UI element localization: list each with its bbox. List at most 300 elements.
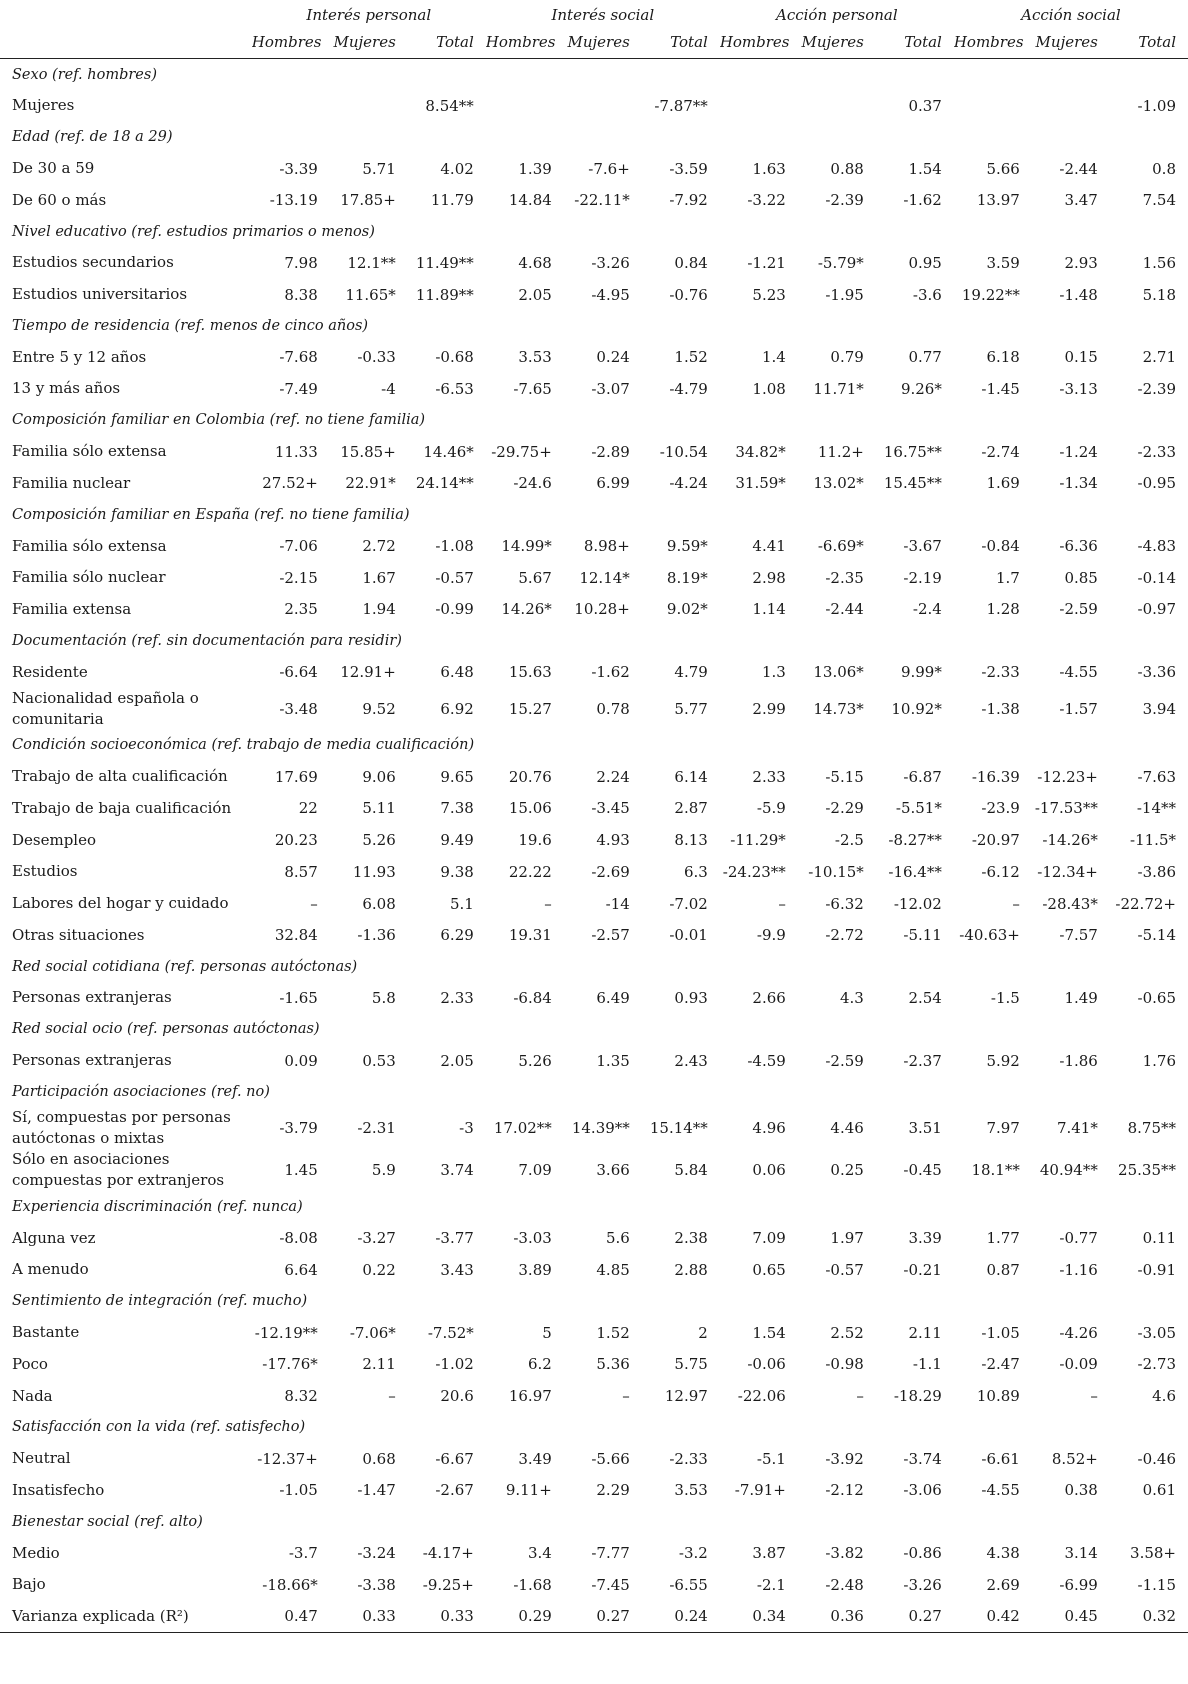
header-corner <box>0 0 252 25</box>
table-cell: -0.57 <box>825 1260 864 1279</box>
table-cell: – <box>622 1387 630 1406</box>
table-cell: -3.59 <box>669 159 708 178</box>
section-header-row <box>0 499 1188 530</box>
table-cell: 3.51 <box>908 1119 942 1138</box>
table-cell: 16.75** <box>883 442 942 461</box>
table-cell: 2.52 <box>830 1323 864 1342</box>
row-label: Trabajo de baja cualificación <box>12 798 232 817</box>
table-cell: -2.15 <box>279 568 318 587</box>
table-cell: -6.87 <box>903 767 942 786</box>
table-cell: -3.77 <box>435 1229 474 1248</box>
table-cell: 2.66 <box>752 988 786 1007</box>
table-cell: -2.4 <box>912 600 942 619</box>
table-cell: 0.27 <box>876 1601 954 1633</box>
table-cell: -0.09 <box>1059 1355 1098 1374</box>
table-cell <box>252 90 330 122</box>
table-cell: -7.6+ <box>588 159 630 178</box>
table-cell: -4.24 <box>669 474 708 493</box>
table-cell: 4.85 <box>596 1260 630 1279</box>
table-row <box>0 1254 1188 1286</box>
table-cell: 6.2 <box>527 1355 552 1374</box>
table-cell: -2.72 <box>825 926 864 945</box>
table-body <box>0 59 1188 1633</box>
table-cell: -2.74 <box>981 442 1020 461</box>
table-cell: 0.09 <box>284 1051 318 1070</box>
table-cell: 1.35 <box>596 1051 630 1070</box>
group-header: Acción personal <box>775 6 898 24</box>
table-cell: 5.9 <box>371 1161 396 1180</box>
table-cell: -1.62 <box>903 191 942 210</box>
table-cell: 14.39** <box>571 1119 630 1138</box>
section-label: Satisfacción con la vida (ref. satisfecho) <box>12 1419 306 1436</box>
table-row <box>0 982 1188 1014</box>
table-cell: 31.59* <box>735 474 786 493</box>
table-cell: -14 <box>605 894 630 913</box>
section-header-row <box>0 951 1188 982</box>
table-row <box>0 1317 1188 1349</box>
table-cell: 2.33 <box>440 988 474 1007</box>
table-cell: -3.36 <box>1137 663 1176 682</box>
table-cell: 11.93 <box>352 862 396 881</box>
table-cell: 6.18 <box>986 348 1020 367</box>
table-cell: 0.93 <box>674 988 708 1007</box>
column-header: Hombres <box>486 25 564 59</box>
table-cell: 4.93 <box>596 831 630 850</box>
table-cell: -0.95 <box>1137 474 1176 493</box>
table-row <box>0 373 1188 405</box>
table-cell: -18.66* <box>262 1575 318 1594</box>
table-cell: 13.97 <box>976 191 1020 210</box>
table-cell: 2.11 <box>362 1355 396 1374</box>
table-cell: 0.84 <box>674 253 708 272</box>
table-cell: -0.86 <box>903 1544 942 1563</box>
table-cell: 1.7 <box>995 568 1020 587</box>
table-cell: 5.6 <box>605 1229 630 1248</box>
table-cell: -12.23+ <box>1037 767 1098 786</box>
table-cell: 2.05 <box>518 285 552 304</box>
table-cell: 2 <box>698 1323 708 1342</box>
table-row <box>0 1349 1188 1381</box>
table-cell: 3.43 <box>440 1260 474 1279</box>
table-cell: -16.39 <box>971 767 1020 786</box>
table-cell: -7.49 <box>279 379 318 398</box>
table-row <box>0 688 1188 730</box>
table-cell: 4.02 <box>440 159 474 178</box>
table-cell: 7.97 <box>986 1119 1020 1138</box>
row-label: Estudios universitarios <box>12 285 188 304</box>
table-row <box>0 824 1188 856</box>
table-cell: – <box>1090 1387 1098 1406</box>
table-cell: -0.65 <box>1137 988 1176 1007</box>
table-cell: -0.77 <box>1059 1229 1098 1248</box>
table-cell: -0.76 <box>669 285 708 304</box>
table-cell: -1.86 <box>1059 1051 1098 1070</box>
table-cell: -1.16 <box>1059 1260 1098 1279</box>
section-header-row <box>0 59 1188 91</box>
table-row <box>0 856 1188 888</box>
column-header: Mujeres <box>798 25 876 59</box>
table-cell: -1.47 <box>357 1481 396 1500</box>
table-cell: -12.02 <box>893 894 942 913</box>
table-cell: 4.68 <box>518 253 552 272</box>
table-cell: -6.67 <box>435 1449 474 1468</box>
table-cell: -1.08 <box>435 537 474 556</box>
table-cell: 8.57 <box>284 862 318 881</box>
table-cell: -2.69 <box>591 862 630 881</box>
table-cell: -4.55 <box>981 1481 1020 1500</box>
table-cell: 11.65* <box>345 285 396 304</box>
section-label: Condición socioeconómica (ref. trabajo de media cualificación) <box>12 737 475 754</box>
table-cell: 5.71 <box>362 159 396 178</box>
table-cell: -9.9 <box>756 926 786 945</box>
table-cell: 2.38 <box>674 1229 708 1248</box>
table-row <box>0 1107 1188 1149</box>
section-label: Documentación (ref. sin documentación para residir) <box>12 632 402 649</box>
table-cell: -2.59 <box>825 1051 864 1070</box>
table-cell: -1.36 <box>357 926 396 945</box>
table-row <box>0 184 1188 216</box>
table-cell: 7.54 <box>1142 191 1176 210</box>
table-cell: -28.43* <box>1042 894 1098 913</box>
table-cell: 0.53 <box>362 1051 396 1070</box>
row-label: Insatisfecho <box>12 1480 105 1499</box>
table-cell: -2.35 <box>825 568 864 587</box>
table-cell: -2.5 <box>834 831 864 850</box>
table-cell: 11.79 <box>430 191 474 210</box>
table-cell: -2.39 <box>1137 379 1176 398</box>
table-cell: 10.92* <box>891 699 942 718</box>
table-cell: -6.55 <box>669 1575 708 1594</box>
table-cell: -1.45 <box>981 379 1020 398</box>
row-label: Otras situaciones <box>12 925 145 944</box>
table-row <box>0 793 1188 825</box>
table-cell: -3.74 <box>903 1449 942 1468</box>
table-cell: -20.97 <box>971 831 1020 850</box>
table-cell: 19.6 <box>518 831 552 850</box>
table-cell: -2.12 <box>825 1481 864 1500</box>
table-cell: 5.26 <box>362 831 396 850</box>
table-cell: -4.26 <box>1059 1323 1098 1342</box>
table-cell: 2.99 <box>752 699 786 718</box>
section-label: Composición familiar en España (ref. no tiene familia) <box>12 506 410 523</box>
table-cell: 6.99 <box>596 474 630 493</box>
table-cell: 9.26* <box>900 379 942 398</box>
table-cell: 2.93 <box>1064 253 1098 272</box>
table-cell: 14.84 <box>508 191 552 210</box>
table-cell: -24.6 <box>513 474 552 493</box>
section-header-row <box>0 122 1188 153</box>
table-cell: -11.29* <box>730 831 786 850</box>
table-cell: -5.15 <box>825 767 864 786</box>
row-label: Residente <box>12 662 88 681</box>
table-cell: -14.26* <box>1042 831 1098 850</box>
table-cell: -6.69* <box>817 537 864 556</box>
table-cell: – <box>388 1387 396 1406</box>
table-cell: -0.84 <box>981 537 1020 556</box>
table-cell: 20.6 <box>440 1387 474 1406</box>
table-cell: 0.88 <box>830 159 864 178</box>
table-cell: -4.83 <box>1137 537 1176 556</box>
table-cell: 34.82* <box>735 442 786 461</box>
table-cell: -0.91 <box>1137 1260 1176 1279</box>
table-cell: 0.8 <box>1152 159 1176 178</box>
table-row <box>0 1601 1188 1633</box>
table-cell: -1.68 <box>513 1575 552 1594</box>
table-cell: -9.25+ <box>422 1575 474 1594</box>
table-cell: 0.25 <box>830 1161 864 1180</box>
table-cell: 2.29 <box>596 1481 630 1500</box>
table-cell: 3.49 <box>518 1449 552 1468</box>
table-cell: 0.24 <box>596 348 630 367</box>
column-header: Mujeres <box>330 25 408 59</box>
table-row <box>0 279 1188 311</box>
table-cell: -3.26 <box>591 253 630 272</box>
table-cell: 5.11 <box>362 799 396 818</box>
table-cell: 0.65 <box>752 1260 786 1279</box>
table-cell: 0.24 <box>642 1601 720 1633</box>
table-cell: 0.61 <box>1142 1481 1176 1500</box>
row-label: Alguna vez <box>12 1228 96 1247</box>
table-cell: -2.33 <box>981 663 1020 682</box>
row-label: Personas extranjeras <box>12 988 172 1007</box>
table-cell: 0.42 <box>954 1601 1032 1633</box>
table-row <box>0 468 1188 500</box>
table-cell: 14.46* <box>423 442 474 461</box>
table-cell: 7.09 <box>518 1161 552 1180</box>
table-cell: 2.54 <box>908 988 942 1007</box>
table-cell: 1.67 <box>362 568 396 587</box>
row-label: 13 y más años <box>12 379 121 398</box>
table-cell: 4.46 <box>830 1119 864 1138</box>
table-cell: 2.98 <box>752 568 786 587</box>
table-cell: -3.06 <box>903 1481 942 1500</box>
section-header-row <box>0 1014 1188 1045</box>
table-cell: -17.53** <box>1034 799 1098 818</box>
table-cell: -3.82 <box>825 1544 864 1563</box>
table-cell: -3.24 <box>357 1544 396 1563</box>
table-cell: -7.68 <box>279 348 318 367</box>
section-label: Tiempo de residencia (ref. menos de cinco años) <box>12 317 369 334</box>
table-cell: -1.21 <box>747 253 786 272</box>
table-cell: -0.46 <box>1137 1449 1176 1468</box>
table-cell: -1.65 <box>279 988 318 1007</box>
table-cell: -24.23** <box>722 862 786 881</box>
row-label: Familia sólo nuclear <box>12 568 166 587</box>
table-cell: -6.12 <box>981 862 1020 881</box>
table-cell: 14.99* <box>501 537 552 556</box>
table-cell: -22.06 <box>737 1387 786 1406</box>
table-cell: 5.23 <box>752 285 786 304</box>
table-cell <box>1032 90 1110 122</box>
table-cell: -3 <box>459 1119 474 1138</box>
table-cell: 9.65 <box>440 767 474 786</box>
table-cell: 3.74 <box>440 1161 474 1180</box>
group-header-row <box>0 0 1188 25</box>
table-cell: -8.27** <box>888 831 942 850</box>
table-cell: 2.88 <box>674 1260 708 1279</box>
table-cell: – <box>778 894 786 913</box>
table-cell: -5.66 <box>591 1449 630 1468</box>
table-cell: -5.11 <box>903 926 942 945</box>
table-cell: 6.29 <box>440 926 474 945</box>
table-cell: 0.32 <box>1110 1601 1188 1633</box>
table-cell: 0.33 <box>408 1601 486 1633</box>
table-cell: 11.89** <box>415 285 474 304</box>
table-cell: 20.76 <box>508 767 552 786</box>
table-cell: -2.39 <box>825 191 864 210</box>
table-cell: -3.27 <box>357 1229 396 1248</box>
section-header-row <box>0 625 1188 656</box>
group-header: Interés personal <box>306 6 432 24</box>
table-row <box>0 1380 1188 1412</box>
table-cell: 2.87 <box>674 799 708 818</box>
table-cell: -1.5 <box>990 988 1020 1007</box>
table-cell: 4.38 <box>986 1544 1020 1563</box>
table-cell <box>798 90 876 122</box>
table-cell: -5.9 <box>756 799 786 818</box>
row-label: Varianza explicada (R²) <box>0 1601 252 1633</box>
table-cell: -2.1 <box>756 1575 786 1594</box>
table-cell: 24.14** <box>415 474 474 493</box>
table-cell: 6.3 <box>683 862 708 881</box>
table-cell: -2.59 <box>1059 600 1098 619</box>
table-row <box>0 153 1188 185</box>
table-cell: 1.63 <box>752 159 786 178</box>
table-cell: -2.31 <box>357 1119 396 1138</box>
table-cell: 2.05 <box>440 1051 474 1070</box>
table-cell: 6.14 <box>674 767 708 786</box>
table-cell: -0.99 <box>435 600 474 619</box>
table-cell: -2.44 <box>1059 159 1098 178</box>
table-cell: -6.61 <box>981 1449 1020 1468</box>
table-cell: 18.1** <box>971 1161 1020 1180</box>
table-row <box>0 1475 1188 1507</box>
table-cell: 3.87 <box>752 1544 786 1563</box>
table-cell: 9.52 <box>362 699 396 718</box>
table-cell: 5.67 <box>518 568 552 587</box>
section-label: Edad (ref. de 18 a 29) <box>12 129 173 146</box>
table-cell: -1.38 <box>981 699 1020 718</box>
section-label: Participación asociaciones (ref. no) <box>12 1083 270 1100</box>
table-cell: 3.4 <box>527 1544 552 1563</box>
table-cell: 17.69 <box>274 767 318 786</box>
row-label: Bajo <box>12 1575 46 1594</box>
table-cell: 3.59 <box>986 253 1020 272</box>
table-cell: 0.33 <box>330 1601 408 1633</box>
table-cell: 3.94 <box>1142 699 1176 718</box>
subheader-row <box>0 25 1188 59</box>
table-cell: 4.6 <box>1152 1387 1176 1406</box>
table-cell: 4.96 <box>752 1119 786 1138</box>
table-cell: -4.95 <box>591 285 630 304</box>
table-cell: 15.85+ <box>340 442 396 461</box>
table-cell: -18.29 <box>893 1387 942 1406</box>
table-cell: 8.52+ <box>1051 1449 1098 1468</box>
table-cell: 1.76 <box>1142 1051 1176 1070</box>
table-cell: 5.36 <box>596 1355 630 1374</box>
table-cell: 15.45** <box>883 474 942 493</box>
table-cell: -17.76* <box>262 1355 318 1374</box>
table-cell: -7.52* <box>427 1323 474 1342</box>
table-cell: 5.77 <box>674 699 708 718</box>
table-cell: -3.26 <box>903 1575 942 1594</box>
table-cell: 10.89 <box>976 1387 1020 1406</box>
table-cell: 3.14 <box>1064 1544 1098 1563</box>
table-cell: 15.27 <box>508 699 552 718</box>
table-cell: -2.48 <box>825 1575 864 1594</box>
table-row <box>0 90 1188 122</box>
table-cell: 3.66 <box>596 1161 630 1180</box>
table-cell: -4.17+ <box>422 1544 474 1563</box>
row-label: A menudo <box>12 1260 89 1279</box>
table-cell: -0.57 <box>435 568 474 587</box>
table-cell: -5.51* <box>895 799 942 818</box>
table-row <box>0 1045 1188 1077</box>
row-label: Nacionalidad española o comunitaria <box>12 688 199 728</box>
row-label: Poco <box>12 1354 48 1373</box>
row-label: Entre 5 y 12 años <box>12 347 147 366</box>
table-cell: 0.95 <box>908 253 942 272</box>
table-cell: -23.9 <box>981 799 1020 818</box>
row-label: Bastante <box>12 1323 80 1342</box>
table-cell: 2.71 <box>1142 348 1176 367</box>
table-cell: 17.02** <box>493 1119 552 1138</box>
table-cell: 9.06 <box>362 767 396 786</box>
table-cell: 19.31 <box>508 926 552 945</box>
table-cell: 1.49 <box>1064 988 1098 1007</box>
table-cell: 1.97 <box>830 1229 864 1248</box>
table-row <box>0 761 1188 793</box>
table-cell: -4.59 <box>747 1051 786 1070</box>
table-cell: -2.29 <box>825 799 864 818</box>
table-cell: -4 <box>381 379 396 398</box>
table-cell: 1.54 <box>908 159 942 178</box>
table-cell: -11.5* <box>1130 831 1176 850</box>
row-label: Familia extensa <box>12 599 132 618</box>
table-cell: -1.05 <box>981 1323 1020 1342</box>
table-cell: 5.66 <box>986 159 1020 178</box>
table-row <box>0 341 1188 373</box>
table-cell: 8.13 <box>674 831 708 850</box>
table-cell: -3.13 <box>1059 379 1098 398</box>
table-cell: 8.19* <box>666 568 708 587</box>
table-cell: 15.63 <box>508 663 552 682</box>
table-cell: -0.14 <box>1137 568 1176 587</box>
table-cell: 3.53 <box>674 1481 708 1500</box>
table-cell: -2.19 <box>903 568 942 587</box>
table-cell: 7.09 <box>752 1229 786 1248</box>
table-cell: 3.89 <box>518 1260 552 1279</box>
table-cell: 1.45 <box>284 1161 318 1180</box>
row-label: Medio <box>12 1543 60 1562</box>
table-cell: 4.41 <box>752 537 786 556</box>
table-cell: -1.1 <box>912 1355 942 1374</box>
table-cell: -1.34 <box>1059 474 1098 493</box>
row-label: Desempleo <box>12 830 97 849</box>
column-header: Total <box>876 25 954 59</box>
table-cell: 22.91* <box>345 474 396 493</box>
table-cell: 6.64 <box>284 1260 318 1279</box>
table-cell: -2.67 <box>435 1481 474 1500</box>
table-cell: 11.71* <box>813 379 864 398</box>
table-cell: 15.06 <box>508 799 552 818</box>
table-cell: 0.27 <box>564 1601 642 1633</box>
table-cell: 5.84 <box>674 1161 708 1180</box>
table-cell: 14.73* <box>813 699 864 718</box>
table-cell: 2.43 <box>674 1051 708 1070</box>
table-cell: -0.33 <box>357 348 396 367</box>
table-cell: 5 <box>542 1323 552 1342</box>
